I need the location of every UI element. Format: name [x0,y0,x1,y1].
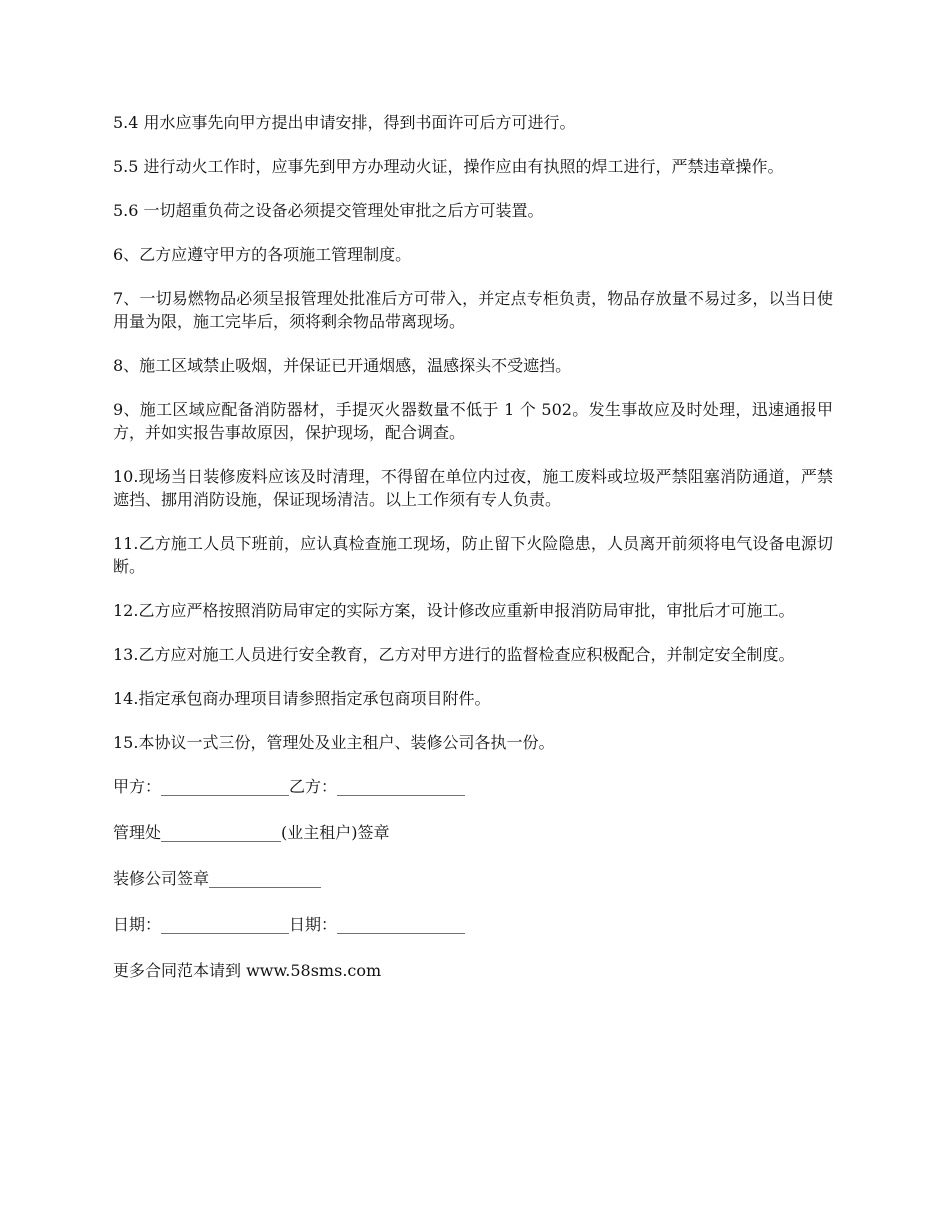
clause-12: 12.乙方应严格按照消防局审定的实际方案，设计修改应重新申报消防局审批，审批后才可施工。 [113,601,795,620]
clause-5-4: 5.4 用水应事先向甲方提出申请安排，得到书面许可后方可进行。 [113,113,576,132]
clause-15: 15.本协议一式三份，管理处及业主租户、装修公司各执一份。 [113,733,555,752]
clause-13: 13.乙方应对施工人员进行安全教育，乙方对甲方进行的监督检查应积极配合，并制定安全制度。 [113,645,795,664]
clause-14: 14.指定承包商办理项目请参照指定承包商项目附件。 [113,689,491,708]
clause-5-6: 5.6 一切超重负荷之设备必须提交管理处审批之后方可装置。 [113,201,544,220]
clause-8: 8、施工区域禁止吸烟，并保证已开通烟感，温感探头不受遮挡。 [113,356,572,375]
signature-management-line: 管理处_______________(业主租户)签章 [113,823,390,842]
footer-note: 更多合同范本请到 www.58sms.com [113,961,382,980]
signature-company-line: 装修公司签章______________ [113,869,322,888]
clause-10: 10.现场当日装修废料应该及时清理，不得留在单位内过夜，施工废料或垃圾严禁阻塞消防通道，严禁遮挡、挪用消防设施，保证现场清洁。以上工作须有专人负责。 [113,467,833,509]
clause-6: 6、乙方应遵守甲方的各项施工管理制度。 [113,245,412,264]
document-body [113,111,833,1005]
clause-9: 9、施工区域应配备消防器材，手提灭火器数量不低于 1 个 502。发生事故应及时处理，迅速通报甲方，并如实报告事故原因，保护现场，配合调查。 [113,400,833,442]
clause-11: 11.乙方施工人员下班前，应认真检查施工现场，防止留下火险隐患，人员离开前须将电气设备电源切断。 [113,534,833,576]
signature-dates-line: 日期：________________日期：________________ [113,915,466,934]
clause-5-5: 5.5 进行动火工作时，应事先到甲方办理动火证，操作应由有执照的焊工进行，严禁违章操作。 [113,157,784,176]
signature-parties-line: 甲方：________________乙方：________________ [113,777,466,796]
clause-7: 7、一切易燃物品必须呈报管理处批准后方可带入，并定点专柜负责，物品存放量不易过多，以当日使用量为限，施工完毕后，须将剩余物品带离现场。 [113,289,833,331]
